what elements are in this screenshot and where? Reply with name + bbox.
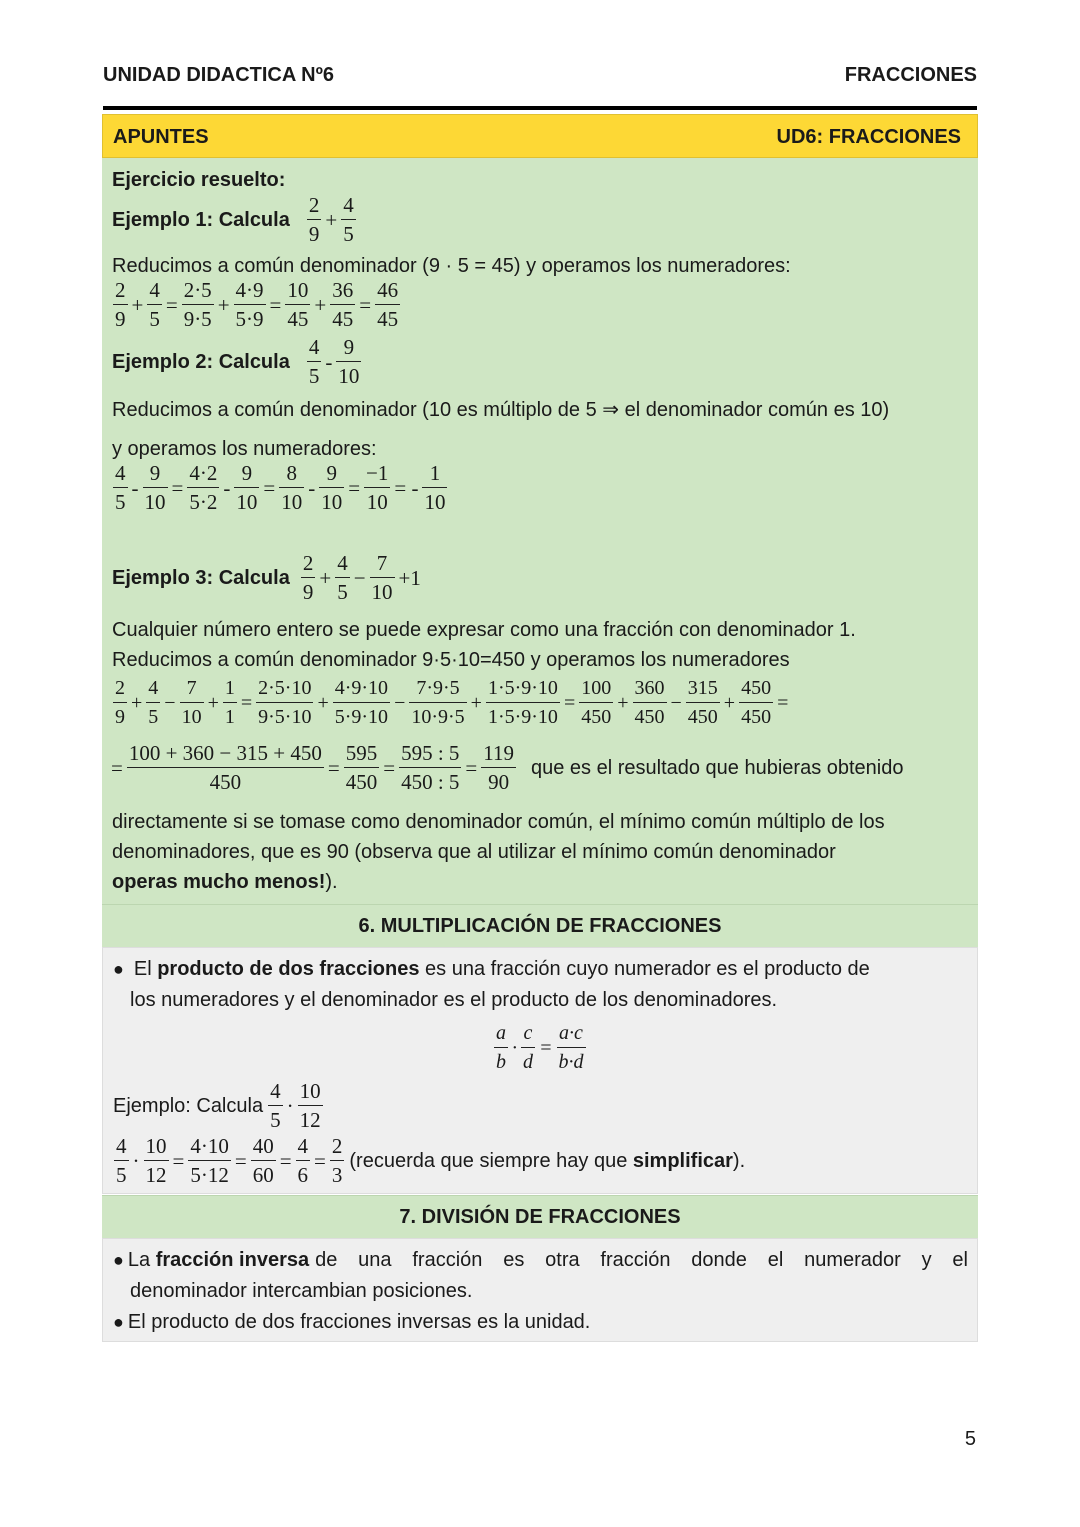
fraction <box>344 740 380 796</box>
numerator: 1 <box>422 460 447 488</box>
numerator: 315 <box>686 675 720 703</box>
example-3-work-2-row <box>110 740 903 796</box>
denominator: 9·5 <box>183 307 212 331</box>
fraction <box>298 1078 323 1134</box>
example-2 <box>112 334 364 390</box>
fraction <box>144 1133 169 1189</box>
denominator: 45 <box>332 307 354 331</box>
denominator: 10 <box>181 706 202 728</box>
banner-right: UD6: FRACCIONES <box>776 126 961 148</box>
numerator: 4 <box>146 675 160 703</box>
numerator: 2·5 <box>182 277 214 305</box>
numerator: 7 <box>370 550 395 578</box>
operator: = <box>327 755 340 780</box>
note-post: ). <box>732 1149 746 1172</box>
numerator: 9 <box>319 460 344 488</box>
fraction <box>113 460 128 516</box>
denominator: 12 <box>299 1108 321 1132</box>
fraction <box>279 460 304 516</box>
fraction <box>256 675 313 731</box>
denominator: 450 <box>634 706 665 728</box>
numerator: 46 <box>375 277 400 305</box>
numerator: 10 <box>144 1133 169 1161</box>
numerator: 10 <box>285 277 310 305</box>
numerator: 4 <box>114 1133 129 1161</box>
fraction <box>333 675 390 731</box>
denominator: 10 <box>371 580 393 604</box>
example-3-text-2: Reducimos a común denominador 9·5·10=450 y operamos los numeradores <box>112 649 790 671</box>
denominator: 450 <box>741 706 772 728</box>
example-3-work-2-tail: que es el resultado que hubieras obtenido <box>530 756 904 779</box>
fraction <box>494 1020 508 1076</box>
operator: = <box>234 1148 247 1173</box>
fraction <box>113 675 127 731</box>
denominator: 1·5·9·10 <box>487 706 558 728</box>
operator: + <box>723 691 736 714</box>
numerator: 7 <box>180 675 204 703</box>
numerator: 2 <box>301 550 316 578</box>
solved-exercises <box>102 158 978 904</box>
numerator: a·c <box>557 1020 586 1048</box>
b1-pre: La <box>127 1249 156 1271</box>
denominator: b <box>496 1051 506 1073</box>
numerator: 1 <box>223 675 237 703</box>
fraction <box>330 277 355 333</box>
numerator: 36 <box>330 277 355 305</box>
example-1-work <box>110 277 403 333</box>
fraction <box>296 1133 311 1189</box>
operator: = <box>111 755 123 780</box>
fraction <box>285 277 310 333</box>
numerator: 9 <box>234 460 259 488</box>
fraction <box>686 675 720 731</box>
operator: - <box>308 475 316 500</box>
page-number: 5 <box>964 1428 976 1450</box>
fraction <box>143 460 168 516</box>
numerator: 7·9·5 <box>409 675 466 703</box>
example-3-expression <box>298 550 422 606</box>
denominator: 60 <box>252 1163 274 1187</box>
numerator: 4 <box>268 1078 283 1106</box>
b1-bold: fracción inversa <box>155 1249 310 1271</box>
denominator: 9 <box>308 222 320 246</box>
fraction <box>375 277 400 333</box>
operator: · <box>286 1093 294 1118</box>
section-6-work <box>111 1133 347 1189</box>
fraction <box>113 277 128 333</box>
numerator: 100 <box>579 675 613 703</box>
numerator: 4 <box>113 460 128 488</box>
section-6-bullet-line-2: los numeradores y el denominador es el producto de los denominadores. <box>130 989 778 1011</box>
note-pre: (recuerda que siempre hay que <box>349 1149 633 1172</box>
numerator: 119 <box>481 740 516 768</box>
numerator: 2 <box>330 1133 345 1161</box>
denominator: b·d <box>558 1051 584 1073</box>
operator: = <box>171 475 184 500</box>
fraction <box>187 460 219 516</box>
operator: = <box>269 292 282 317</box>
numerator: 8 <box>279 460 304 488</box>
operator: = <box>563 691 576 714</box>
operator: − <box>394 691 406 714</box>
section-6-example <box>113 1078 326 1134</box>
denominator: 5·12 <box>190 1163 229 1187</box>
denominator: 90 <box>488 770 510 794</box>
numerator: 4 <box>335 550 350 578</box>
page-header <box>103 64 977 110</box>
denominator: 450 <box>345 770 378 794</box>
fraction <box>739 675 773 731</box>
b2-text: El producto de dos fracciones inversas es la unidad. <box>127 1311 591 1333</box>
example-1-text: Reducimos a común denominador (9 · 5 = 45) y operamos los numeradores: <box>112 255 791 277</box>
numerator: 4 <box>296 1133 311 1161</box>
numerator: 4 <box>307 334 322 362</box>
fraction <box>364 460 390 516</box>
fraction <box>268 1078 283 1134</box>
bullet-icon: ● <box>113 1312 124 1332</box>
numerator: 4·2 <box>187 460 219 488</box>
section-7-bullet-2 <box>113 1311 590 1334</box>
bullet-pre: El <box>133 958 158 980</box>
denominator: 12 <box>145 1163 167 1187</box>
example-3 <box>112 550 422 606</box>
operator: + <box>470 691 482 714</box>
operator: = <box>263 475 276 500</box>
operator: = <box>240 691 253 714</box>
bullet-icon: ● <box>113 1250 124 1270</box>
notes-banner <box>102 114 978 158</box>
numerator: 595 : 5 <box>399 740 461 768</box>
fraction <box>307 334 322 390</box>
operator: - <box>325 349 333 374</box>
conclusion-bold: operas mucho menos! <box>112 871 326 893</box>
section-6-title: 6. MULTIPLICACIÓN DE FRACCIONES <box>102 904 978 947</box>
fraction <box>114 1133 129 1189</box>
denominator: 5 <box>343 222 354 246</box>
example-1-expression <box>304 192 359 248</box>
fraction <box>486 675 560 731</box>
example-3-label: Ejemplo 3: Calcula <box>112 566 290 589</box>
operator: = <box>777 691 789 714</box>
operator: = <box>359 292 372 317</box>
multiplication-formula <box>491 1020 589 1076</box>
conclusion-line-2: denominadores, que es 90 (observa que al utilizar el mínimo común denominador <box>112 841 836 863</box>
fraction <box>422 460 447 516</box>
example-3-work-2 <box>110 740 519 796</box>
section-7-bullet-1 <box>113 1249 968 1272</box>
fraction <box>234 277 266 333</box>
bullet-post: es una fracción cuyo numerador es el producto de <box>419 958 870 980</box>
denominator: 9 <box>302 580 314 604</box>
numerator: 2 <box>307 192 322 220</box>
fraction <box>557 1020 586 1076</box>
operator: + <box>131 292 144 317</box>
denominator: 450 : 5 <box>401 770 460 794</box>
denominator: 5·9 <box>235 307 264 331</box>
fraction <box>399 740 461 796</box>
denominator: 45 <box>377 307 399 331</box>
operator: + <box>207 691 219 714</box>
operator: - <box>223 475 231 500</box>
fraction <box>251 1133 276 1189</box>
denominator: 45 <box>287 307 309 331</box>
denominator: 10 <box>424 490 446 514</box>
numerator: 1·5·9·10 <box>486 675 560 703</box>
numerator: 450 <box>739 675 773 703</box>
numerator: 10 <box>298 1078 323 1106</box>
section-7-bullet-1-line-2: denominador intercambian posiciones. <box>130 1280 473 1302</box>
section-6-example-label: Ejemplo: Calcula <box>113 1094 264 1117</box>
operator: − <box>670 691 682 714</box>
fraction <box>188 1133 231 1189</box>
fraction <box>633 675 667 731</box>
operator: = <box>279 1148 292 1173</box>
operator: = <box>165 292 178 317</box>
denominator: 3 <box>331 1163 343 1187</box>
operator: = <box>465 755 478 780</box>
denominator: 10·9·5 <box>411 706 465 728</box>
denominator: 450 <box>581 706 612 728</box>
numerator: 40 <box>251 1133 276 1161</box>
denominator: 9 <box>115 307 126 331</box>
numerator: 4·10 <box>188 1133 231 1161</box>
unit-title: UNIDAD DIDACTICA Nº6 <box>103 64 335 86</box>
fraction <box>335 550 350 606</box>
denominator: 5·2 <box>189 490 218 514</box>
example-2-text-1: Reducimos a común denominador (10 es múltiplo de 5 ⇒ el denominador común es 10) <box>112 399 890 421</box>
operator: − <box>353 565 366 590</box>
operator: = <box>383 755 396 780</box>
operator: + <box>617 691 629 714</box>
conclusion-line-3 <box>112 871 338 894</box>
example-2-expression <box>304 334 365 390</box>
numerator: 100 + 360 − 315 + 450 <box>127 740 324 768</box>
numerator: c <box>521 1020 535 1048</box>
fraction <box>521 1020 535 1076</box>
denominator: 5 <box>308 364 320 388</box>
bullet-icon: ● <box>113 959 124 979</box>
fraction <box>147 277 162 333</box>
section-6-example-expression <box>265 1078 326 1134</box>
fraction <box>223 675 237 731</box>
denominator: 450 <box>209 770 242 794</box>
operator: · <box>132 1148 140 1173</box>
section-6-body <box>102 947 978 1194</box>
numerator: 9 <box>143 460 168 488</box>
solved-title: Ejercicio resuelto: <box>112 169 286 191</box>
denominator: 5·9·10 <box>334 706 389 728</box>
numerator: 4·9 <box>234 277 266 305</box>
fraction <box>330 1133 345 1189</box>
fraction <box>409 675 466 731</box>
numerator: 2 <box>113 277 128 305</box>
example-3-text-1: Cualquier número entero se puede expresar como una fracción con denominador 1. <box>112 619 856 641</box>
denominator: 10 <box>338 364 360 388</box>
operator: + <box>131 691 143 714</box>
section-6-work-row <box>111 1133 745 1189</box>
fraction <box>341 192 356 248</box>
fraction <box>146 675 160 731</box>
example-2-work <box>110 460 450 516</box>
b1-post: de una fracción es otra fracción donde el numerador y el <box>315 1249 968 1271</box>
banner-left: APUNTES <box>113 126 209 148</box>
numerator: 360 <box>633 675 667 703</box>
example-1-label: Ejemplo 1: Calcula <box>112 208 290 231</box>
operator: = <box>172 1148 185 1173</box>
denominator: 6 <box>297 1163 309 1187</box>
operator: · <box>512 1036 517 1059</box>
numerator: a <box>494 1020 508 1048</box>
example-3-work-1 <box>110 675 789 731</box>
example-2-label: Ejemplo 2: Calcula <box>112 350 290 373</box>
fraction <box>301 550 316 606</box>
bullet-bold: producto de dos fracciones <box>157 958 420 980</box>
denominator: 450 <box>687 706 718 728</box>
denominator: 1 <box>224 706 235 728</box>
fraction <box>336 334 361 390</box>
fraction <box>370 550 395 606</box>
denominator: 5 <box>116 1163 127 1187</box>
operator: = <box>348 475 361 500</box>
operator: = <box>539 1036 553 1059</box>
denominator: 5 <box>115 490 126 514</box>
fraction <box>319 460 344 516</box>
denominator: d <box>523 1051 533 1073</box>
denominator: 5 <box>337 580 348 604</box>
example-2-text-2: y operamos los numeradores: <box>112 438 377 460</box>
conclusion-line-1: directamente si se tomase como denominador común, el mínimo común múltiplo de los <box>112 811 885 833</box>
operator: = - <box>394 475 419 500</box>
note-bold: simplificar <box>632 1149 733 1172</box>
denominator: 10 <box>144 490 166 514</box>
operator: + <box>317 691 329 714</box>
operator: +1 <box>398 565 421 590</box>
operator: + <box>325 207 338 232</box>
fraction <box>127 740 324 796</box>
conclusion-end: ). <box>325 871 338 893</box>
denominator: 9·5·10 <box>258 706 312 728</box>
fraction <box>234 460 259 516</box>
fraction <box>307 192 322 248</box>
example-1 <box>112 192 359 248</box>
section-7-body <box>102 1238 978 1342</box>
section-7-title: 7. DIVISIÓN DE FRACCIONES <box>102 1195 978 1238</box>
denominator: 5 <box>148 706 159 728</box>
operator: + <box>217 292 230 317</box>
operator: - <box>131 475 139 500</box>
operator: + <box>314 292 327 317</box>
operator: + <box>319 565 332 590</box>
section-6-bullet <box>113 958 870 981</box>
denominator: 10 <box>366 490 388 514</box>
fraction <box>579 675 613 731</box>
numerator: 2 <box>113 675 127 703</box>
numerator: 2·5·10 <box>256 675 313 703</box>
numerator: 4 <box>341 192 356 220</box>
fraction <box>180 675 204 731</box>
fraction <box>481 740 516 796</box>
operator: − <box>164 691 176 714</box>
numerator: 9 <box>336 334 361 362</box>
denominator: 9 <box>115 706 125 728</box>
fraction <box>182 277 214 333</box>
numerator: 4 <box>147 277 162 305</box>
numerator: 4·9·10 <box>333 675 390 703</box>
section-6-note <box>349 1150 745 1173</box>
denominator: 5 <box>270 1108 281 1132</box>
operator: = <box>314 1148 326 1173</box>
topic-title: FRACCIONES <box>844 64 977 86</box>
denominator: 5 <box>149 307 160 331</box>
denominator: 10 <box>236 490 258 514</box>
denominator: 10 <box>321 490 343 514</box>
numerator: 595 <box>344 740 380 768</box>
numerator: −1 <box>364 460 390 488</box>
denominator: 10 <box>281 490 303 514</box>
